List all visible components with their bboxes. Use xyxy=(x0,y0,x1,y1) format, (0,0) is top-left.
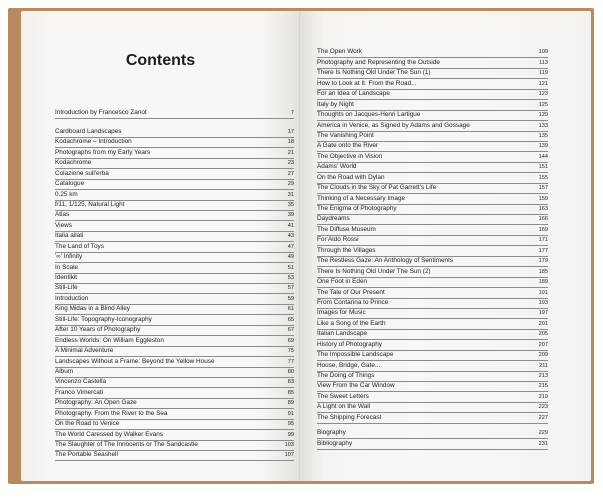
toc-entry-page-number: 69 xyxy=(287,337,294,344)
toc-entry-page-number: 113 xyxy=(539,59,548,66)
toc-entry-page-number: 27 xyxy=(287,170,294,177)
toc-entry xyxy=(55,347,294,357)
toc-entry-title: Atlas xyxy=(55,211,70,219)
toc-entry-title: The Sweet Letters xyxy=(317,392,369,400)
toc-entry-page-number: 205 xyxy=(538,331,548,338)
toc-entry-title: A Minimal Adventure xyxy=(55,347,114,355)
toc-entry-page-number: 207 xyxy=(538,341,548,348)
toc-entry-page-number: 89 xyxy=(287,400,294,407)
toc-entry-page-number: 191 xyxy=(538,289,548,296)
toc-entry xyxy=(317,439,548,449)
toc-entry xyxy=(55,378,294,388)
toc-entry-page-number: 125 xyxy=(538,101,548,108)
toc-entry xyxy=(55,336,294,346)
toc-entry-page-number: 123 xyxy=(538,91,548,98)
toc-entry-page-number: 39 xyxy=(287,212,294,219)
toc-entry-page-number: 103 xyxy=(284,442,294,448)
toc-entry-title: Album xyxy=(55,367,74,375)
toc-entry xyxy=(317,257,548,267)
toc-entry-title: History of Photography xyxy=(317,340,383,348)
toc-entry-page-number: 151 xyxy=(538,164,548,171)
toc-entry-title: Images for Music xyxy=(317,309,366,317)
toc-entry-title: King Midas in a Blind Alley xyxy=(55,305,130,313)
toc-entry xyxy=(55,441,294,451)
toc-entry-title: A Gate onto the River xyxy=(317,142,379,150)
toc-entry-title: Introduction by Francesco Zanot xyxy=(55,109,147,117)
toc-entry-page-number: 31 xyxy=(287,191,294,198)
toc-entry-page-number: 65 xyxy=(287,316,294,323)
toc-entry-title: Landscapes Without a Frame: Beyond the Yellow House xyxy=(55,357,215,365)
toc-entry-page-number: 166 xyxy=(538,216,548,223)
toc-entry-title: Thoughts on Jacques-Henri Lartigue xyxy=(317,111,421,119)
toc-entry xyxy=(317,121,548,131)
toc-entry-title: Italia ailati xyxy=(55,232,84,240)
toc-entry xyxy=(55,284,294,294)
toc-entry xyxy=(317,205,548,215)
toc-entry-title: 0.25 km xyxy=(55,190,78,198)
toc-entry-page-number: 215 xyxy=(538,383,548,390)
toc-entry-page-number: 67 xyxy=(287,327,294,334)
toc-entry xyxy=(317,319,548,329)
toc-entry xyxy=(55,211,294,221)
toc-entry-title: Kodachrome xyxy=(55,159,92,167)
toc-entry-page-number: 83 xyxy=(287,379,294,386)
toc-entry-title: Still-Life: Topography-Iconography xyxy=(55,315,152,323)
toc-entry-title: Introduction xyxy=(55,294,89,302)
toc-entry xyxy=(317,225,548,235)
toc-entry xyxy=(317,152,548,162)
toc-entry xyxy=(317,340,548,350)
toc-entry-title: Biography xyxy=(317,429,346,437)
toc-entry xyxy=(55,138,294,148)
toc-entry-title: Photography: An Open Gaze xyxy=(55,399,137,407)
toc-entry xyxy=(317,58,548,68)
toc-entry xyxy=(55,253,294,263)
toc-entry-page-number: 43 xyxy=(287,233,294,240)
toc-entry-title: On the Road with Dylan xyxy=(317,173,385,181)
toc-entry xyxy=(55,180,294,190)
toc-entry xyxy=(55,148,294,158)
toc-entry xyxy=(317,69,548,79)
toc-entry xyxy=(317,392,548,402)
toc-entry xyxy=(317,288,548,298)
toc-entry-title: The Shipping Forecast xyxy=(317,413,382,421)
toc-entry xyxy=(55,420,294,430)
toc-entry-title: Daydreams xyxy=(317,215,350,223)
toc-entry-page-number: 197 xyxy=(538,310,548,317)
toc-entry-page-number: 223 xyxy=(538,404,548,411)
toc-entry-page-number: 185 xyxy=(538,268,548,275)
toc-entry-title: The Diffuse Museum xyxy=(317,225,376,233)
toc-entry-title: Thinking of a Necessary Image xyxy=(317,194,406,202)
toc-entry xyxy=(55,368,294,378)
toc-entry xyxy=(317,142,548,152)
toc-entry xyxy=(317,429,548,439)
toc-entry-page-number: 201 xyxy=(538,320,548,327)
toc-entry-title: Bibliography xyxy=(317,439,353,447)
toc-entry-page-number: 171 xyxy=(538,237,548,244)
toc-entry-title: For Aldo Rossi xyxy=(317,236,359,244)
toc-entry-title: Endless Worlds: On William Eggleston xyxy=(55,336,164,344)
toc-entry xyxy=(317,382,548,392)
toc-entry xyxy=(55,430,294,440)
toc-entry-page-number: 193 xyxy=(538,299,548,306)
toc-entry-page-number: 99 xyxy=(287,431,294,438)
toc-entry-page-number: 109 xyxy=(538,49,548,56)
toc-entry-page-number: 61 xyxy=(287,306,294,313)
toc-entry xyxy=(55,190,294,200)
toc-entry-page-number: 80 xyxy=(287,368,294,375)
toc-entry-title: How to Look at It. From the Road... xyxy=(317,79,417,87)
toc-entry-title: Like a Song of the Earth xyxy=(317,319,386,327)
toc-entry xyxy=(55,169,294,179)
contents-heading: Contents xyxy=(125,52,196,69)
toc-entry-page-number: 75 xyxy=(287,348,294,355)
toc-entry-page-number: 41 xyxy=(287,222,294,229)
toc-entry-title: Franco Vimercati xyxy=(55,388,104,396)
toc-entry xyxy=(317,194,548,204)
toc-entry-page-number: 169 xyxy=(538,226,548,233)
toc-entry-page-number: 53 xyxy=(287,275,294,281)
toc-entry-page-number: 51 xyxy=(287,264,294,271)
toc-list-left xyxy=(55,109,294,461)
toc-entry-title: Through the Villages xyxy=(317,246,376,254)
toc-entry-title: Vincenzo Castella xyxy=(55,378,107,386)
toc-entry-page-number: 29 xyxy=(287,181,294,188)
toc-entry-page-number: 213 xyxy=(538,373,548,379)
toc-entry-page-number: 121 xyxy=(538,80,548,87)
toc-list-right xyxy=(317,48,548,450)
toc-entry-page-number: 77 xyxy=(287,358,294,365)
toc-entry-page-number: 107 xyxy=(284,452,294,459)
toc-entry-title: In Scale xyxy=(55,263,79,271)
toc-entry-title: A Light on the Wall xyxy=(317,403,371,411)
toc-entry xyxy=(55,388,294,398)
toc-entry-title: f/11, 1/125, Natural Light xyxy=(55,200,125,208)
toc-entry xyxy=(55,109,294,119)
toc-entry-title: The Objective in Vision xyxy=(317,152,383,160)
toc-entry xyxy=(317,111,548,121)
toc-entry xyxy=(55,305,294,315)
toc-entry-title: The Tale of Our Present xyxy=(317,288,385,296)
toc-entry xyxy=(317,79,548,89)
toc-entry-page-number: 157 xyxy=(538,185,548,192)
toc-entry-title: '∞' Infinity xyxy=(55,253,83,261)
toc-entry-page-number: 229 xyxy=(538,430,548,437)
toc-entry-title: There Is Nothing Old Under The Sun (1) xyxy=(317,69,431,77)
toc-entry-title: On the Road to Venice xyxy=(55,420,120,428)
toc-entry-page-number: 159 xyxy=(538,195,548,202)
toc-entry xyxy=(317,372,548,382)
toc-entry-title: Italian Landscape xyxy=(317,330,368,338)
toc-entry-title: House, Bridge, Gate... xyxy=(317,361,381,369)
toc-entry-page-number: 129 xyxy=(538,112,548,119)
toc-entry xyxy=(317,236,548,246)
toc-entry xyxy=(55,274,294,284)
toc-entry-title: Identikit xyxy=(55,274,78,281)
toc-entry xyxy=(317,173,548,183)
toc-entry-title: Italy by Night xyxy=(317,100,354,108)
toc-entry xyxy=(55,399,294,409)
toc-entry-title: The Slaughter of The Innocents or The Sandcastle xyxy=(55,441,198,448)
toc-entry-page-number: 18 xyxy=(287,139,294,146)
toc-entry-title: There Is Nothing Old Under The Sun (2) xyxy=(317,267,431,275)
toc-entry xyxy=(55,294,294,304)
toc-entry xyxy=(55,326,294,336)
toc-entry xyxy=(317,100,548,110)
toc-entry xyxy=(55,409,294,419)
toc-entry-page-number: 35 xyxy=(287,201,294,208)
toc-entry xyxy=(55,127,294,137)
toc-entry-page-number: 219 xyxy=(538,393,548,400)
toc-entry-page-number: 179 xyxy=(538,258,548,265)
toc-entry-page-number: 119 xyxy=(539,70,548,77)
toc-entry-title: Photography. From the River to the Sea xyxy=(55,409,168,417)
toc-entry-title: Kodachrome – Introduction xyxy=(55,138,132,146)
toc-entry-title: The Land of Toys xyxy=(55,242,104,250)
toc-entry-page-number: 211 xyxy=(539,362,548,369)
toc-entry-title: Photography and Representing the Outside xyxy=(317,58,440,66)
toc-entry-title: America in Venice, as Signed by Adams and Gossage xyxy=(317,121,470,129)
toc-entry-title: The Restless Gaze: An Anthology of Sentiments xyxy=(317,257,454,265)
toc-entry-title: Still-Life xyxy=(55,284,78,292)
toc-entry-page-number: 95 xyxy=(287,421,294,428)
toc-entry-page-number: 209 xyxy=(538,352,548,359)
toc-entry-title: View From the Car Window xyxy=(317,382,395,390)
toc-entry-title: The Portable Seashell xyxy=(55,451,118,459)
toc-entry-page-number: 144 xyxy=(538,153,548,160)
toc-entry-title: The World Caressed by Walker Evans xyxy=(55,430,163,438)
toc-entry-page-number: 133 xyxy=(538,122,548,129)
toc-entry-title: The Vanishing Point xyxy=(317,131,374,139)
right-page xyxy=(300,11,591,481)
toc-entry-page-number: 21 xyxy=(287,149,294,156)
toc-entry xyxy=(55,242,294,252)
toc-entry-title: One Foot in Eden xyxy=(317,278,368,286)
toc-entry-title: Views xyxy=(55,221,72,229)
toc-entry xyxy=(317,246,548,256)
toc-entry-page-number: 49 xyxy=(287,254,294,261)
toc-entry-page-number: 23 xyxy=(287,160,294,167)
toc-entry xyxy=(55,451,294,461)
toc-entry-title: Colazione sull'erba xyxy=(55,169,109,177)
toc-entry-page-number: 155 xyxy=(538,174,548,181)
toc-entry xyxy=(55,201,294,211)
toc-entry-page-number: 227 xyxy=(538,414,548,421)
toc-entry-title: Adams' World xyxy=(317,163,357,171)
toc-entry xyxy=(317,184,548,194)
toc-entry-page-number: 47 xyxy=(287,243,294,250)
left-page xyxy=(21,11,300,481)
toc-entry xyxy=(55,221,294,231)
toc-entry xyxy=(55,159,294,169)
toc-entry-title: After 10 Years of Photography xyxy=(55,326,141,334)
toc-entry-title: The Open Work xyxy=(317,48,362,56)
toc-entry xyxy=(55,315,294,325)
toc-entry xyxy=(317,413,548,423)
toc-entry-page-number: 177 xyxy=(538,247,548,254)
toc-entry-page-number: 231 xyxy=(538,440,548,447)
toc-entry-title: Photographs from my Early Years xyxy=(55,148,151,156)
toc-entry-page-number: 135 xyxy=(538,132,548,139)
toc-entry xyxy=(317,278,548,288)
toc-entry xyxy=(317,163,548,173)
toc-entry-title: From Contarina to Prince xyxy=(317,298,389,306)
toc-entry xyxy=(317,267,548,277)
toc-entry-page-number: 91 xyxy=(287,410,294,417)
toc-entry xyxy=(317,215,548,225)
toc-entry-page-number: 59 xyxy=(287,295,294,302)
toc-entry xyxy=(55,263,294,273)
toc-entry xyxy=(317,48,548,58)
toc-entry xyxy=(317,361,548,371)
toc-entry xyxy=(317,132,548,142)
toc-entry xyxy=(317,309,548,319)
toc-entry-title: For an Idea of Landscape xyxy=(317,90,390,98)
toc-entry-title: Catalogue xyxy=(55,180,85,188)
toc-entry-title: The Enigma of Photography xyxy=(317,205,397,212)
toc-entry xyxy=(317,403,548,413)
toc-entry-page-number: 85 xyxy=(287,389,294,396)
toc-entry xyxy=(55,357,294,367)
toc-entry-title: Cardboard Landscapes xyxy=(55,127,122,135)
toc-entry-page-number: 139 xyxy=(538,143,548,150)
toc-entry-page-number: 57 xyxy=(287,285,294,292)
toc-entry xyxy=(317,299,548,309)
toc-entry-page-number: 7 xyxy=(290,110,294,117)
toc-entry-title: The Clouds in the Sky of Pat Garrett's Life xyxy=(317,184,437,192)
toc-entry xyxy=(317,90,548,100)
toc-entry xyxy=(55,232,294,242)
toc-entry-title: The Impossible Landscape xyxy=(317,351,394,359)
toc-entry-page-number: 163 xyxy=(538,206,548,212)
toc-entry-page-number: 17 xyxy=(287,128,294,135)
toc-entry-title: The Doing of Things xyxy=(317,372,375,379)
toc-entry xyxy=(317,330,548,340)
toc-entry xyxy=(317,351,548,361)
toc-entry-page-number: 189 xyxy=(538,279,548,286)
